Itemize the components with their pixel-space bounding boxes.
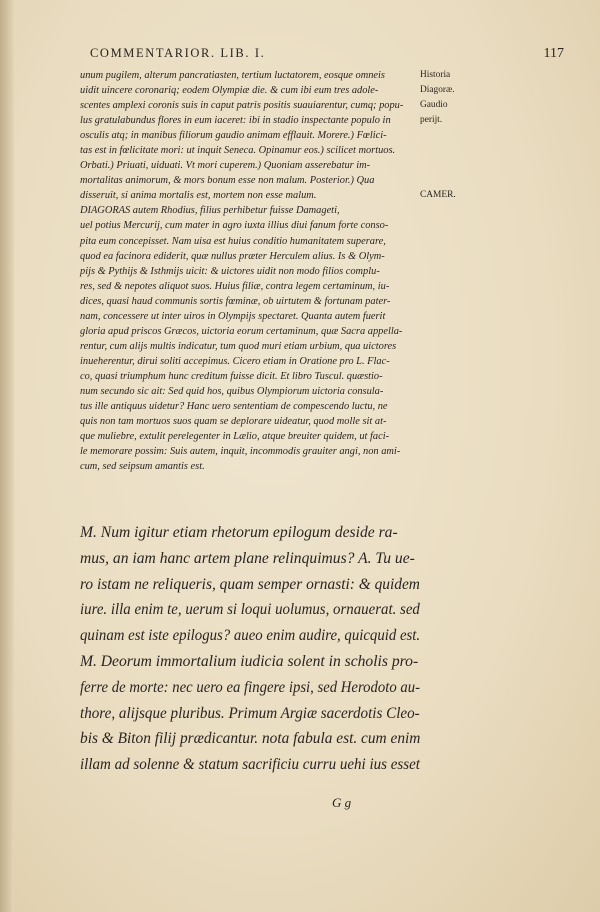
commentary-line: que muliebre, extulit perelegenter in Lælio, atque breuiter quidem, ut faci- [80, 431, 390, 443]
signature-mark: G g [332, 795, 352, 810]
margin-note: Gaudio [420, 100, 448, 111]
main-text-line: M. Num igitur etiam rhetorum epilogum deside ra- [80, 524, 398, 541]
commentary-line: mortalitas animorum, & mors bonum esse non malum. Posterior.) Qua [80, 175, 375, 187]
commentary-line: le memorare possim: Suis autem, inquit, incommodis grauiter angi, non ami- [80, 446, 401, 458]
main-text-line: bis & Biton filij prædicantur. nota fabula est. cum enim [80, 730, 421, 748]
commentary-line: pijs & Pythijs & Isthmijs uicit: & uictores uidit non modo filios complu- [80, 265, 380, 277]
commentary-line: dices, quasi haud communis sortis fœminæ, ob uirtutem & fortunam pater- [80, 295, 391, 307]
commentary-line: res, sed & nepotes aliquot suos. Huius filiæ, contra legem certaminum, iu- [80, 280, 390, 292]
commentary-line: tas est in fœlicitate mori: ut inquit Seneca. Opinamur eos.) scilicet mortuos. [80, 145, 396, 157]
commentary-line: rentur, cum alijs multis indicatur, tum quod muri etiam urbium, qua uictores [80, 340, 397, 352]
main-text-line: ferre de morte: nec uero ea fingere ipsi, sed Herodoto au- [80, 678, 420, 696]
commentary-line: scentes amplexi coronis suis in caput patris positis suauiarentur, cumq; popu- [80, 100, 404, 112]
commentary-line: unum pugilem, alterum pancratiasten, tertium luctatorem, eosque omneis [80, 70, 385, 81]
main-text-line: thore, alijsque pluribus. Primum Argiæ sacerdotis Cleo- [80, 704, 420, 722]
commentary-line: quod ea facinora ediderit, quæ nullus præter Herculem alius. Is & Olym- [80, 250, 385, 262]
commentary-line: pita eum concepisset. Nam uisa est huius conditio humanitatem superare, [80, 235, 386, 247]
commentary-line: tus ille antiquus uidetur? Hanc uero sententiam de compescendo luctu, ne [80, 401, 388, 413]
page-gutter [0, 0, 14, 912]
main-text-line: mus, an iam hanc artem plane relinquimus? A. Tu ue- [80, 549, 415, 567]
commentary-line: inueherentur, dirui soliti accepimus. Cicero etiam in Oratione pro L. Flac- [80, 355, 390, 367]
margin-note: Diagoræ. [420, 85, 455, 96]
running-header [90, 46, 564, 66]
commentary-line: Orbati.) Priuati, uiduati. Vt mori cuperem.) Quoniam asserebatur im- [80, 160, 371, 172]
commentary-line: num secundo sic ait: Sed quid hos, quibus Olympiorum uictoria consula- [80, 385, 384, 397]
commentary-line: uel potius Mercurij, cum mater in agro iuxta illius diui fanum forte conso- [80, 220, 389, 232]
main-text-line: iure. illa enim te, uerum si loqui uolumus, ornauerat. sed [80, 601, 420, 619]
commentary-line: disseruit, si anima mortalis est, mortem non esse malum. [80, 190, 317, 202]
commentary-line: nam, concessere ut inter uiros in Olympijs spectaret. Quanta autem fuerit [80, 310, 386, 322]
commentary-line: co, quasi triumphum hunc creditum fuisse dicit. Et libro Tuscul. quæstio- [80, 370, 383, 382]
page-number: 117 [543, 46, 564, 61]
commentary-line: quis non tam mortuos suos quam se deplorare uideatur, quod molle sit at- [80, 416, 387, 428]
commentary-text [80, 68, 420, 474]
commentary-line: DIAGORAS autem Rhodius, filius perhibetur fuisse Damageti, [80, 205, 340, 217]
commentary-line: uidit uincere coronariq; eodem Olympiæ die. & cum ibi eum tres adole- [80, 85, 379, 97]
running-title: COMMENTARIOR. LIB. I. [90, 46, 266, 60]
main-text-line: M. Deorum immortalium iudicia solent in scholis pro- [80, 652, 419, 670]
commentary-line: osculis atq; in manibus filiorum gaudio animam efflauit. Morere.) Fœlici- [80, 130, 387, 142]
commentary-line: cum, sed seipsum amantis est. [80, 461, 205, 473]
main-text-line: ro istam ne reliqueris, quam semper ornasti: & quidem [80, 575, 420, 593]
margin-note: Historia [420, 70, 451, 80]
main-text-line: quinam est iste epilogus? aueo enim audire, quicquid est. [80, 627, 421, 645]
main-text-line: illam ad solenne & statum sacrificiu curru uehi ius esset [80, 756, 420, 774]
margin-note: CAMER. [420, 190, 456, 201]
margin-note: perijt. [420, 115, 443, 126]
main-text [80, 520, 420, 778]
commentary-line: gloria apud priscos Græcos, uictoria eorum certaminum, quæ Sacra appella- [80, 325, 403, 337]
commentary-line: lus gratulabundus flores in eum iaceret: ibi in stadio inspectante populo in [80, 115, 391, 127]
